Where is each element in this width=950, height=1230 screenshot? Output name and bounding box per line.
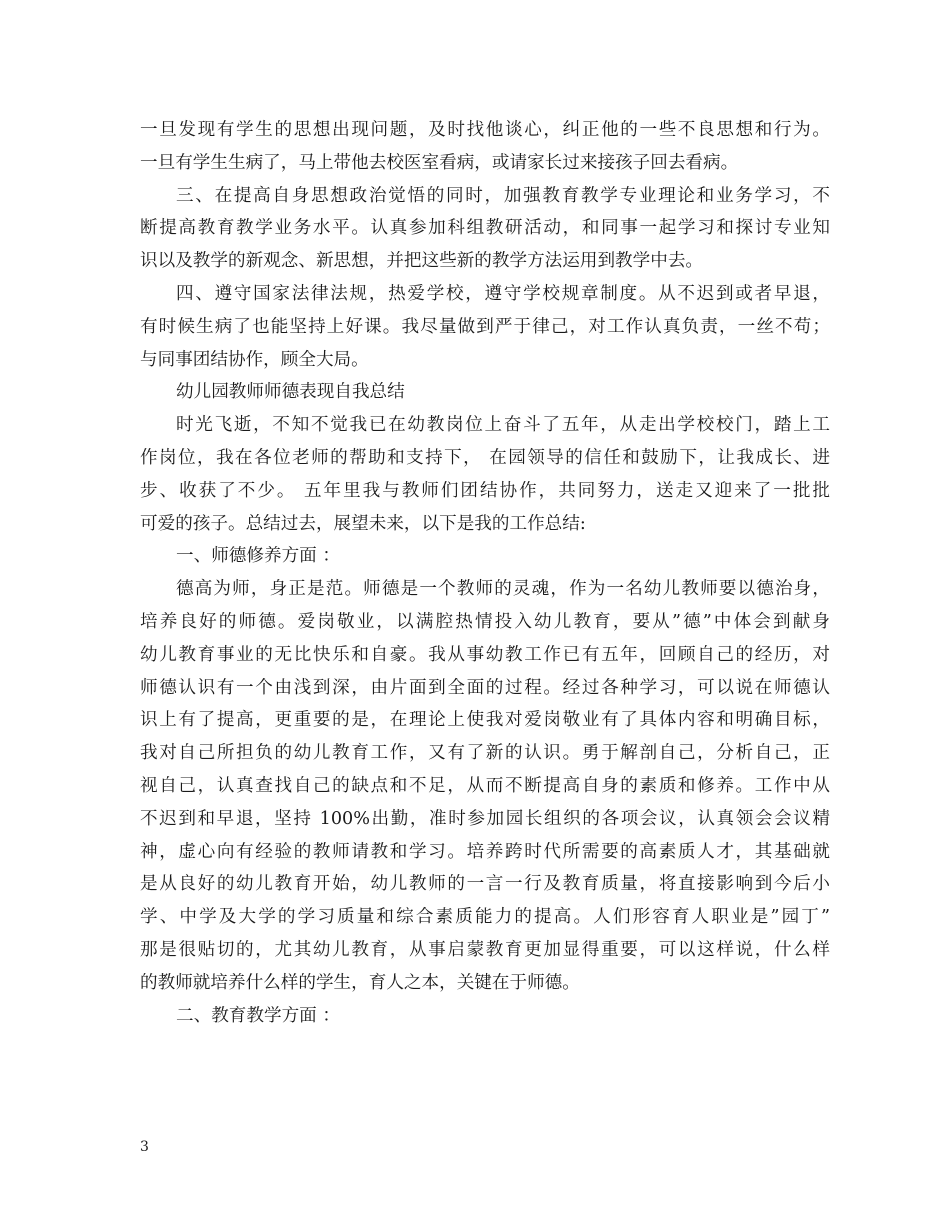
text-line: 一旦发现有学生的思想出现问题，及时找他谈心，纠正他的一些不良思想和行为。: [140, 120, 830, 140]
text-line: 一、师德修养方面 ：: [176, 546, 340, 567]
text-line: 与同事团结协作，顾全大局。: [140, 349, 369, 370]
text-line: 我对自己所担负的幼儿教育工作，又有了新的认识。勇于解剖自己，分析自己，正: [140, 743, 830, 764]
text-line: 那是很贴切的，尤其幼儿教育，从事启蒙教育更加显得重要，可以这样说，什么样: [140, 939, 830, 960]
page-number: 3: [140, 1139, 149, 1155]
text-line: 二、教育教学方面 ：: [176, 1005, 340, 1026]
text-line: 神，虚心向有经验的教师请教和学习。培养跨时代所需要的高素质人才，其基础就: [140, 841, 830, 862]
text-line: 四、遵守国家法律法规，热爱学校，遵守学校规章制度。从不迟到或者早退，: [176, 283, 830, 304]
text-line: 德高为师，身正是范。师德是一个教师的灵魂，作为一名幼儿教师要以德治身，: [176, 579, 830, 600]
text-line: 培养良好的师德。爱岗敬业，以满腔热情投入幼儿教育，要从”德”中体会到献身: [140, 611, 830, 632]
text-line: 视自己，认真查找自己的缺点和不足，从而不断提高自身的素质和修养。工作中从: [140, 775, 830, 796]
document-body: [140, 114, 830, 1032]
text-line: 作岗位，我在各位老师的帮助和支持下， 在园领导的信任和鼓励下，让我成长、进: [140, 447, 830, 468]
text-line: 时光飞逝，不知不觉我已在幼教岗位上奋斗了五年，从走出学校校门，踏上工: [176, 415, 830, 436]
text-line: 幼儿教育事业的无比快乐和自豪。我从事幼教工作已有五年，回顾自己的经历，对: [140, 644, 830, 665]
text-line: 不迟到和早退，坚持 100%出勤，准时参加园长组织的各项会议，认真领会会议精: [140, 808, 830, 829]
text-line: 幼儿园教师师德表现自我总结: [176, 382, 405, 403]
text-line: 识以及教学的新观念、新思想，并把这些新的教学方法运用到教学中去。: [140, 251, 704, 272]
text-line: 三、在提高自身思想政治觉悟的同时，加强教育教学专业理论和业务学习，不: [176, 185, 830, 206]
text-line: 学、中学及大学的学习质量和综合素质能力的提高。人们形容育人职业是”园丁”: [140, 907, 830, 928]
text-line: 一旦有学生生病了，马上带他去校医室看病，或请家长过来接孩子回去看病。: [140, 152, 739, 173]
text-line: 的教师就培养什么样的学生，育人之本，关键在于师德。: [140, 972, 580, 993]
text-line: 师德认识有一个由浅到深，由片面到全面的过程。经过各种学习，可以说在师德认: [140, 677, 830, 698]
text-line: 识上有了提高，更重要的是，在理论上使我对爱岗敬业有了具体内容和明确目标，: [140, 710, 830, 731]
text-line: 断提高教育教学业务水平。认真参加科组教研活动，和同事一起学习和探讨专业知: [140, 218, 830, 239]
text-line: 是从良好的幼儿教育开始，幼儿教师的一言一行及教育质量，将直接影响到今后小: [140, 874, 830, 895]
text-line: 有时候生病了也能坚持上好课。我尽量做到严于律己，对工作认真负责，一丝不苟；: [140, 316, 830, 337]
text-line: 步、收获了不少。 五年里我与教师们团结协作，共同努力，送走又迎来了一批批: [140, 480, 830, 501]
text-line: 可爱的孩子。总结过去，展望未来，以下是我的工作总结:: [140, 513, 586, 534]
